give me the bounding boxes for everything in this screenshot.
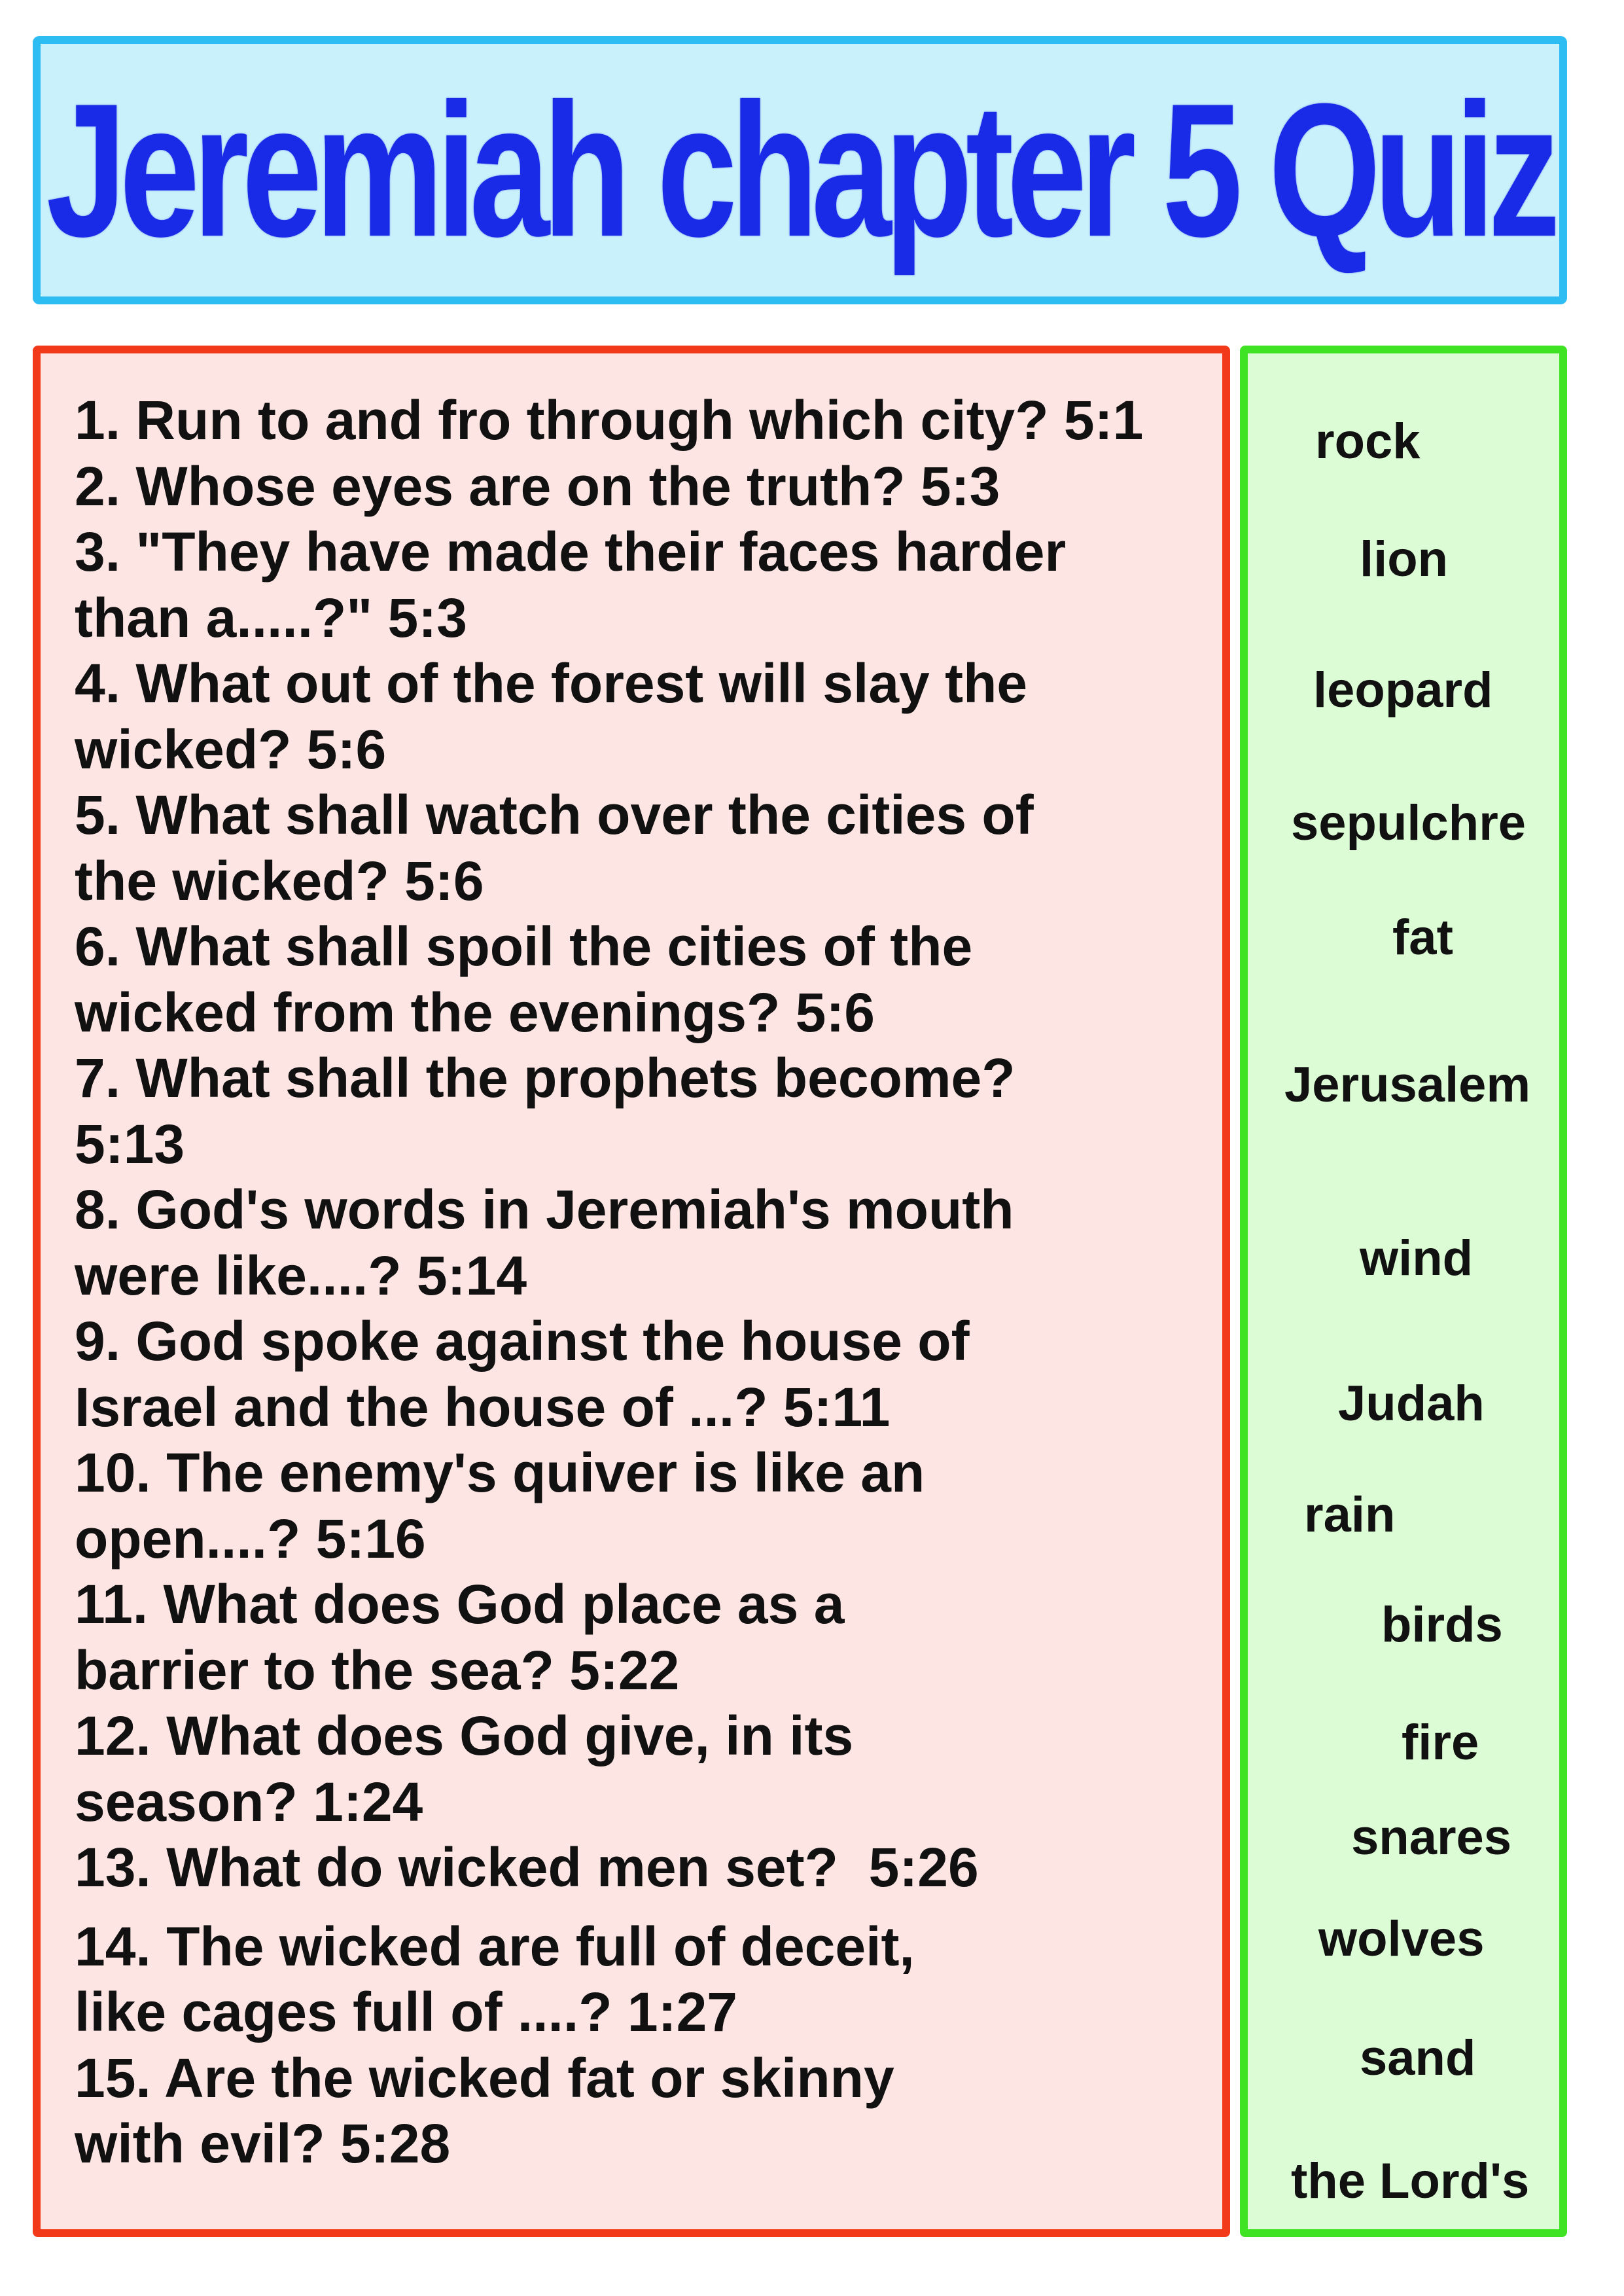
answer-word: snares — [1351, 1810, 1512, 1865]
question-3-line-2: than a.....?" 5:3 — [75, 586, 467, 649]
answer-word: rain — [1304, 1487, 1396, 1543]
answer-word: wind — [1360, 1230, 1474, 1286]
question-11-line-1: 11. What does God place as a — [75, 1573, 845, 1635]
question-9-line-1: 9. God spoke against the house of — [75, 1310, 970, 1372]
questions-panel — [33, 346, 1230, 2237]
answer-word: Judah — [1338, 1376, 1485, 1431]
answer-word: sand — [1360, 2030, 1476, 2086]
question-3-line-1: 3. "They have made their faces harder — [75, 521, 1067, 583]
question-12-line-1: 12. What does God give, in its — [75, 1705, 854, 1767]
question-13-line-1: 13. What do wicked men set? 5:26 — [75, 1837, 979, 1898]
answer-word: Jerusalem — [1284, 1057, 1531, 1113]
question-1-line-1: 1. Run to and fro through which city? 5:1 — [75, 389, 1144, 451]
question-8-line-1: 8. God's words in Jeremiah's mouth — [75, 1179, 1014, 1240]
question-8-line-2: were like....? 5:14 — [75, 1244, 527, 1306]
answers-panel — [1240, 346, 1567, 2237]
question-9-line-2: Israel and the house of ...? 5:11 — [75, 1376, 891, 1438]
title-banner — [33, 36, 1567, 304]
page-title: Jeremiah chapter 5 Quiz — [46, 64, 1554, 276]
question-6-line-1: 6. What shall spoil the cities of the — [75, 916, 973, 977]
answer-word: fat — [1392, 910, 1453, 965]
question-10-line-2: open....? 5:16 — [75, 1507, 426, 1570]
answer-word: rock — [1315, 414, 1421, 469]
question-15-line-1: 15. Are the wicked fat or skinny — [75, 2047, 894, 2109]
question-11-line-2: barrier to the sea? 5:22 — [75, 1639, 680, 1701]
answer-word: fire — [1402, 1715, 1479, 1770]
question-14-line-1: 14. The wicked are full of deceit, — [75, 1915, 915, 1977]
answer-word: leopard — [1313, 662, 1493, 718]
question-4-line-1: 4. What out of the forest will slay the — [75, 653, 1028, 714]
question-12-line-2: season? 1:24 — [75, 1770, 423, 1833]
question-15-line-2: with evil? 5:28 — [75, 2113, 451, 2174]
question-5-line-1: 5. What shall watch over the cities of — [75, 784, 1034, 846]
answer-word: sepulchre — [1291, 795, 1527, 851]
question-5-line-2: the wicked? 5:6 — [75, 850, 484, 912]
question-10-line-1: 10. The enemy's quiver is like an — [75, 1442, 925, 1503]
question-14-line-2: like cages full of ....? 1:27 — [75, 1981, 738, 2043]
answer-word: birds — [1381, 1597, 1503, 1653]
question-2-line-1: 2. Whose eyes are on the truth? 5:3 — [75, 455, 1000, 517]
question-6-line-2: wicked from the evenings? 5:6 — [75, 981, 875, 1043]
question-7-line-2: 5:13 — [75, 1113, 185, 1175]
question-4-line-2: wicked? 5:6 — [75, 718, 387, 780]
answer-word: the Lord's — [1291, 2153, 1530, 2209]
question-7-line-1: 7. What shall the prophets become? — [75, 1047, 1015, 1109]
answer-word: lion — [1360, 531, 1449, 587]
answer-word: wolves — [1318, 1911, 1485, 1967]
